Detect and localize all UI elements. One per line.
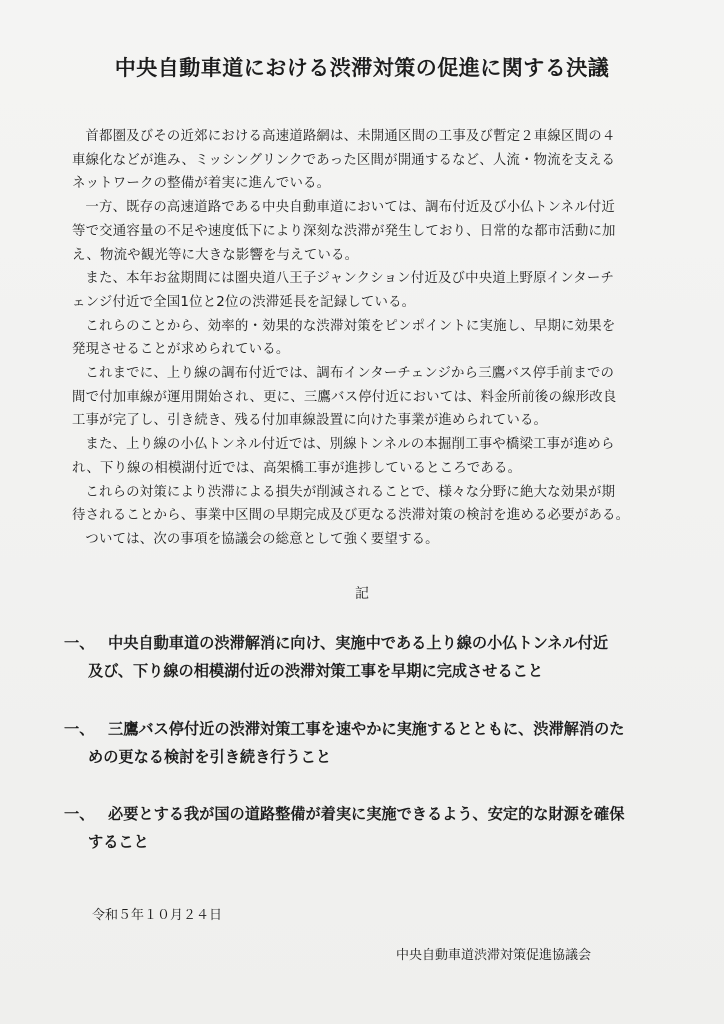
ki-heading: 記 — [355, 586, 369, 602]
item-text — [88, 800, 698, 856]
paragraph-line: また、上り線の小仏トンネル付近では、別線トンネルの本掘削工事や橋梁工事が進めら — [85, 437, 615, 453]
paragraph-line: 一方、既存の高速道路である中央自動車道においては、調布付近及び小仏トンネル付近 — [85, 200, 616, 216]
document-date: 令和５年１０月２４日 — [92, 908, 223, 923]
paragraph-line: 首都圏及びその近郊における高速道路網は、未開通区間の工事及び暫定２車線区間の４ — [85, 129, 616, 144]
document-body — [72, 125, 672, 552]
item-line: 必要とする我が国の道路整備が着実に実施できるよう、安定的な財源を確保 — [108, 805, 625, 823]
paragraph-line: れ、下り線の相模湖付近では、高架橋工事が進捗しているところである。 — [72, 460, 522, 476]
item-line: めの更なる検討を引き続き行うこと — [88, 748, 331, 766]
paragraph-8 — [72, 528, 672, 552]
item-mark: 一、 — [64, 805, 95, 823]
item-text — [88, 715, 698, 771]
paragraph-3 — [72, 267, 672, 314]
paragraph-1 — [72, 125, 672, 196]
paragraph-6 — [72, 433, 672, 480]
paragraph-line: これらのことから、効率的・効果的な渋滞対策をピンポイントに実施し、早期に効果を — [85, 318, 616, 334]
document-signature: 中央自動車道渋滞対策促進協議会 — [396, 948, 592, 963]
paragraph-line: 間で付加車線が運用開始され、更に、三鷹バス停付近においては、料金所前後の線形改良 — [72, 389, 617, 405]
item-line: 及び、下り線の相模湖付近の渋滞対策工事を早期に完成させること — [88, 662, 544, 680]
document-title: 中央自動車道における渋滞対策の促進に関する決議 — [114, 56, 610, 80]
paragraph-line: また、本年お盆期間には圏央道八王子ジャンクション付近及び中央道上野原インターチ — [85, 271, 615, 287]
paragraph-line: え、物流や観光等に大きな影響を与えている。 — [72, 247, 359, 263]
paragraph-line: 発現させることが求められている。 — [72, 342, 290, 358]
paragraph-line: ネットワークの整備が着実に進んでいる。 — [72, 176, 331, 192]
item-line: 中央自動車道の渋滞解消に向け、実施中である上り線の小仏トンネル付近 — [108, 634, 609, 652]
paragraph-4 — [72, 315, 672, 362]
item-mark: 一、 — [64, 720, 95, 738]
paragraph-line: ついては、次の事項を協議会の総意として強く要望する。 — [85, 531, 439, 547]
item-line: 三鷹バス停付近の渋滞対策工事を速やかに実施するとともに、渋滞解消のた — [108, 720, 625, 738]
paragraph-line: これらの対策により渋滞による損失が削減されることで、様々な分野に絶大な効果が期 — [85, 484, 616, 500]
paragraph-line: これまでに、上り線の調布付近では、調布インターチェンジから三鷹バス停手前までの — [85, 366, 615, 382]
item-line: すること — [88, 833, 149, 851]
paragraph-line: 工事が完了し、引き続き、残る付加車線設置に向けた事業が進められている。 — [72, 413, 548, 429]
paragraph-5 — [72, 362, 672, 433]
paragraph-2 — [72, 196, 672, 267]
paragraph-line: 車線化などが進み、ミッシングリンクであった区間が開通するなど、人流・物流を支える — [72, 152, 616, 168]
paragraph-line: 等で交通容量の不足や速度低下により深刻な渋滞が発生しており、日常的な都市活動に加 — [72, 223, 616, 239]
paragraph-line: 待されることから、事業中区間の早期完成及び更なる渋滞対策の検討を進める必要がある。 — [72, 508, 630, 524]
paragraph-line: ェンジ付近で全国1位と2位の渋滞延長を記録している。 — [72, 294, 416, 310]
item-text — [88, 629, 698, 685]
paragraph-7 — [72, 481, 672, 528]
item-mark: 一、 — [64, 634, 95, 652]
